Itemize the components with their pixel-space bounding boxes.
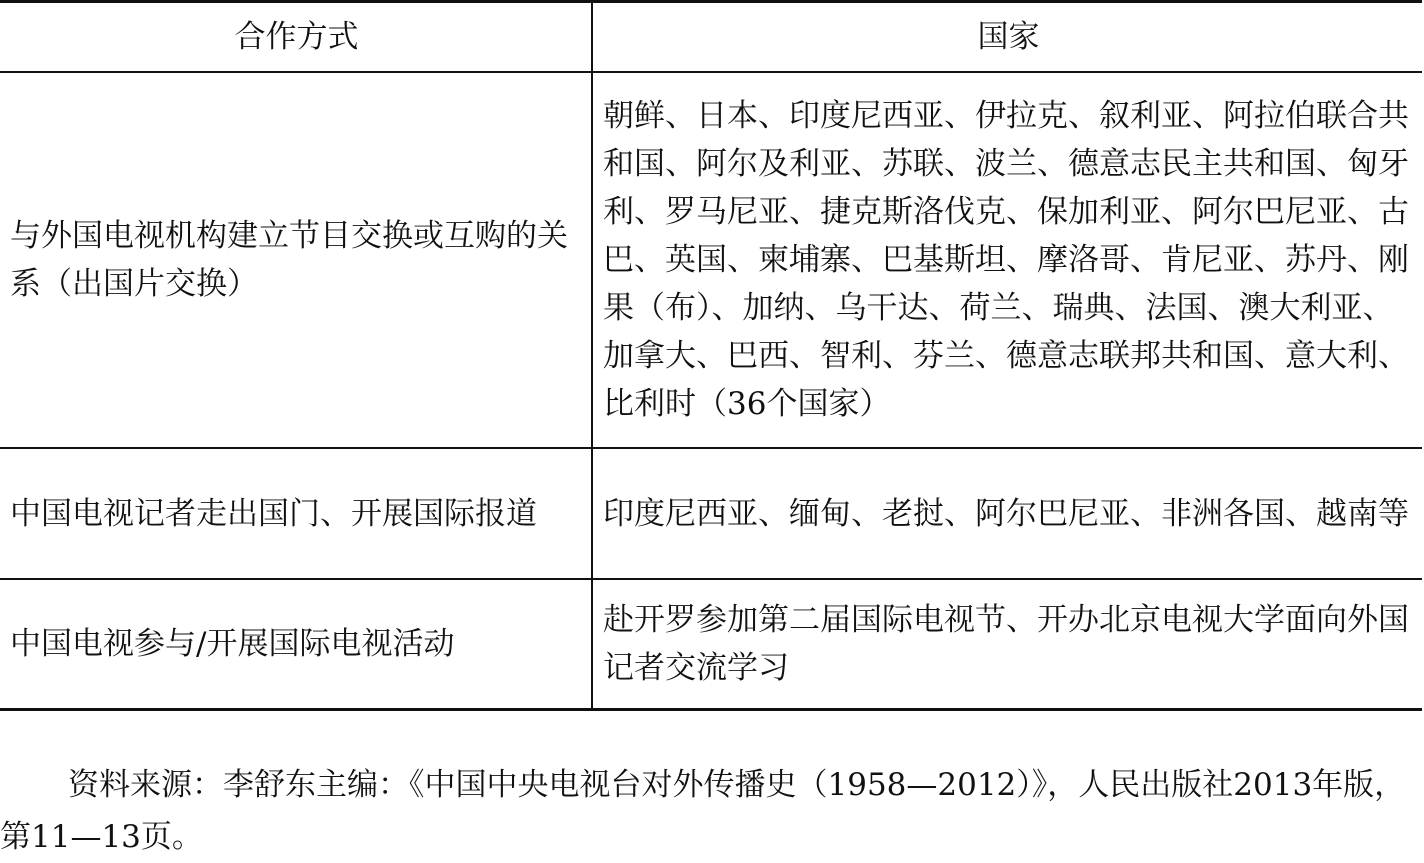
header-countries: 国家 [592, 2, 1422, 73]
header-row [0, 2, 1422, 73]
cooperation-method-cell: 中国电视记者走出国门、开展国际报道 [0, 448, 592, 579]
table-body [0, 72, 1422, 710]
countries-cell: 赴开罗参加第二届国际电视节、开办北京电视大学面向外国记者交流学习 [603, 602, 1409, 686]
cooperation-method-cell: 中国电视参与/开展国际电视活动 [0, 579, 592, 710]
cooperation-method-cell: 与外国电视机构建立节目交换或互购的关系（出国片交换） [0, 72, 592, 448]
countries-cell: 朝鲜、日本、印度尼西亚、伊拉克、叙利亚、阿拉伯联合共和国、阿尔及利亚、苏联、波兰、德意志民主共和国、匈牙利、罗马尼亚、捷克斯洛伐克、保加利亚、阿尔巴尼亚、古巴、英国、柬埔寨、巴基斯坦、摩洛哥、肯尼亚、苏丹、刚果（布）、加纳、乌干达、荷兰、瑞典、法国、澳大利亚、加拿大、巴西、智利、芬兰、德意志联邦共和国、意大利、比利时（36个国家） [592, 72, 1422, 448]
countries-cell: 印度尼西亚、缅甸、老挝、阿尔巴尼亚、非洲各国、越南等 [592, 448, 1422, 579]
table-header [0, 2, 1422, 73]
source-note: 资料来源：李舒东主编：《中国中央电视台对外传播史（1958—2012）》，人民出版社2013年版，第11—13页。 [0, 767, 1406, 855]
table-row [0, 72, 1422, 448]
header-cooperation-method: 合作方式 [0, 2, 592, 73]
table-row [0, 448, 1422, 579]
table-row [0, 579, 1422, 710]
